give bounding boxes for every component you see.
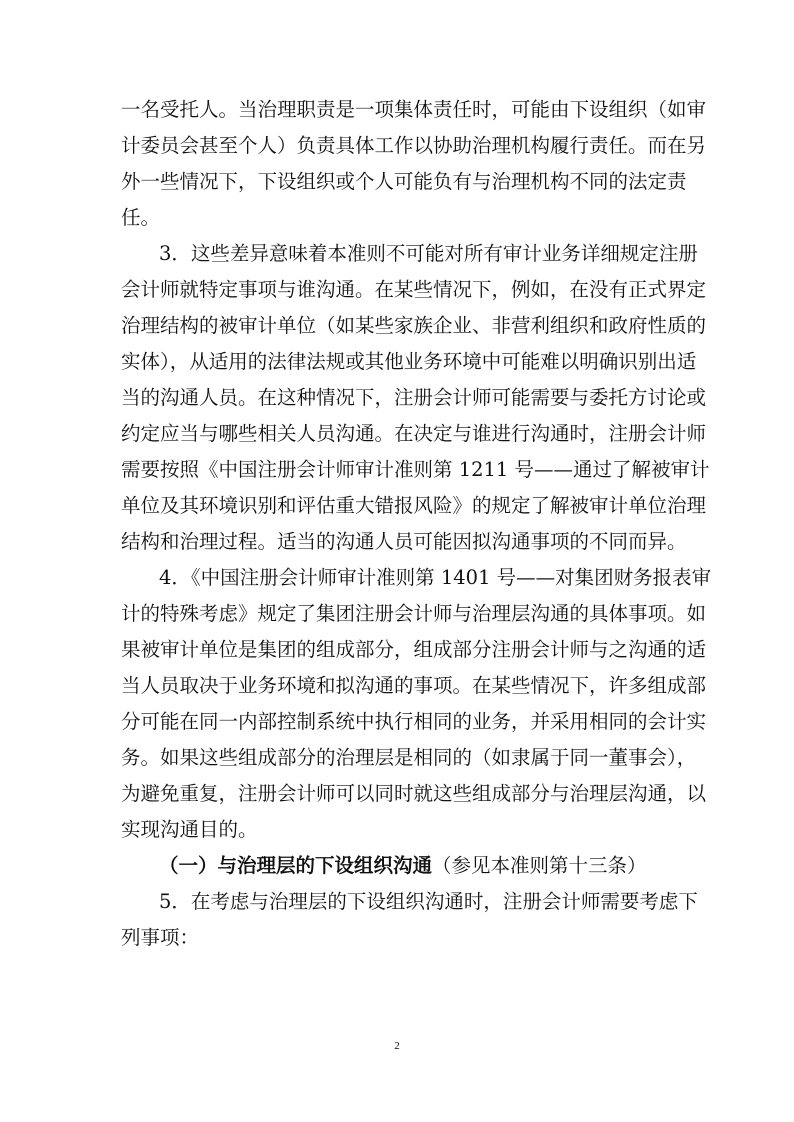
paragraph-line: 会计师就特定事项与谁沟通。在某些情况下，例如，在没有正式界定 — [121, 278, 707, 301]
paragraph-5-start: 5．在考虑与治理层的下设组织沟通时，注册会计师需要考虑下 — [159, 890, 698, 913]
paragraph-line: 单位及其环境识别和评估重大错报风险》的规定了解被审计单位治理 — [121, 494, 707, 517]
section-heading-title: （一）与治理层的下设组织沟通 — [159, 854, 433, 877]
paragraph-line: 计委员会甚至个人）负责具体工作以协助治理机构履行责任。而在另 — [121, 134, 707, 157]
paragraph-line: 计的特殊考虑》规定了集团注册会计师与治理层沟通的具体事项。如 — [121, 602, 707, 625]
document-page — [121, 92, 712, 956]
paragraph-line: 一名受托人。当治理职责是一项集体责任时，可能由下设组织（如审 — [121, 98, 707, 121]
paragraph-4-start: 4．《中国注册会计师审计准则第 1401 号——对集团财务报表审 — [159, 566, 712, 589]
section-heading-reference: （参见本准则第十三条） — [432, 854, 647, 877]
paragraph-line: 外一些情况下，下设组织或个人可能负有与治理机构不同的法定责 — [121, 170, 687, 193]
paragraph-line: 当的沟通人员。在这种情况下，注册会计师可能需要与委托方讨论或 — [121, 386, 707, 409]
page-number: 2 — [394, 1040, 400, 1052]
paragraph-line: 需要按照《中国注册会计师审计准则第 1211 号——通过了解被审计 — [121, 458, 710, 481]
paragraph-line: 实体），从适用的法律法规或其他业务环境中可能难以明确识别出适 — [121, 350, 697, 373]
paragraph-line: 实现沟通目的。 — [121, 818, 258, 841]
paragraph-line: 列事项： — [121, 926, 200, 949]
paragraph-line: 务。如果这些组成部分的治理层是相同的（如隶属于同一董事会）， — [121, 746, 697, 769]
paragraph-line: 为避免重复，注册会计师可以同时就这些组成部分与治理层沟通，以 — [121, 782, 707, 805]
section-heading — [121, 848, 681, 884]
paragraph-line: 当人员取决于业务环境和拟沟通的事项。在某些情况下，许多组成部 — [121, 674, 707, 697]
paragraph-line: 任。 — [121, 206, 161, 229]
paragraph-line: 果被审计单位是集团的组成部分，组成部分注册会计师与之沟通的适 — [121, 638, 707, 661]
paragraph-line: 分可能在同一内部控制系统中执行相同的业务，并采用相同的会计实 — [121, 710, 707, 733]
paragraph-line: 约定应当与哪些相关人员沟通。在决定与谁进行沟通时，注册会计师 — [121, 422, 707, 445]
paragraph-line: 结构和治理过程。适当的沟通人员可能因拟沟通事项的不同而异。 — [121, 530, 687, 553]
paragraph-line: 治理结构的被审计单位（如某些家族企业、非营利组织和政府性质的 — [121, 314, 707, 337]
paragraph-3-start: 3．这些差异意味着本准则不可能对所有审计业务详细规定注册 — [159, 242, 698, 265]
